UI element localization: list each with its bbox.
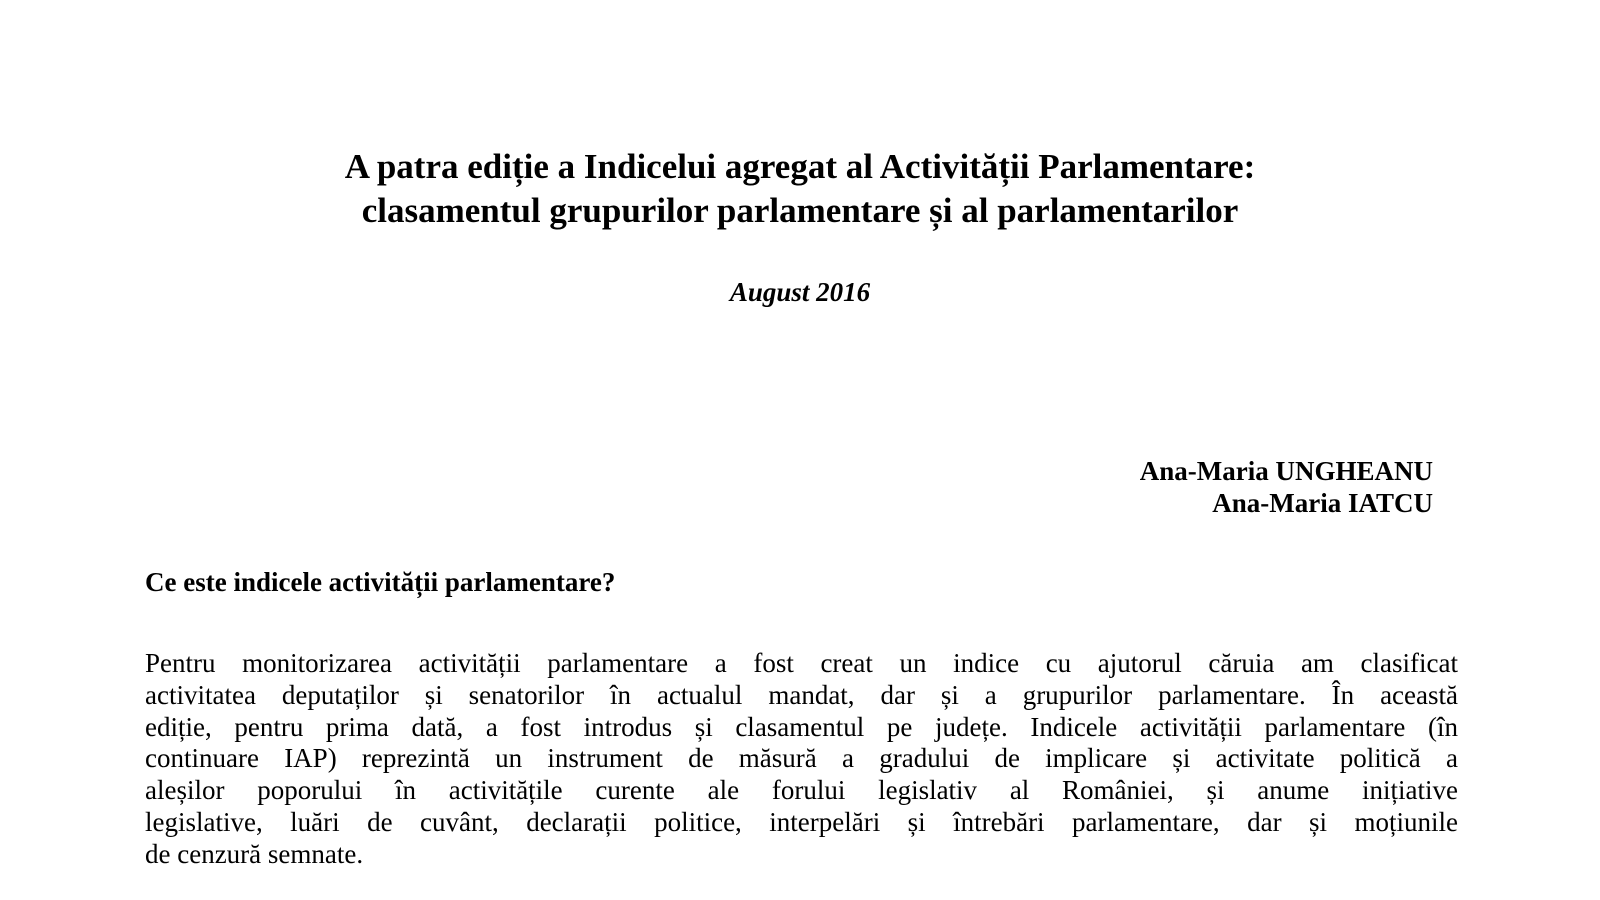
author-name: Ana-Maria IATCU	[1212, 488, 1433, 518]
authors-block	[1140, 455, 1433, 519]
title-line-1: A patra ediție a Indicelui agregat al Activității Parlamentare:	[344, 147, 1256, 186]
author-name: Ana-Maria UNGHEANU	[1139, 456, 1433, 486]
paragraph-line: Pentru monitorizarea activității parlamentare a fost creat un indice cu ajutorul căruia am clasificat	[145, 648, 1458, 678]
paragraph-line: activitatea deputaților și senatorilor în actualul mandat, dar și a grupurilor parlamentare. În această	[145, 679, 1458, 710]
paragraph-line: ediție, pentru prima dată, a fost introdus și clasamentul pe județe. Indicele activității parlamentare (în	[145, 711, 1458, 742]
title-line-2: clasamentul grupurilor parlamentare și al parlamentarilor	[361, 191, 1239, 230]
paragraph-line: aleșilor poporului în activitățile curente ale forului legislativ al României, și anume inițiative	[145, 775, 1458, 806]
paragraph-line: continuare IAP) reprezintă un instrument de măsură a gradului de implicare și activitate politică a	[145, 743, 1458, 774]
paragraph-line: legislative, luări de cuvânt, declarații politice, interpelări și întrebări parlamentare, dar și moțiunile	[145, 806, 1458, 837]
document-title	[0, 145, 1600, 233]
publication-date: August 2016	[729, 277, 871, 307]
section-heading: Ce este indicele activității parlamentare?	[145, 567, 616, 597]
paragraph-line: de cenzură semnate.	[145, 838, 364, 869]
body-paragraph	[145, 648, 1458, 871]
